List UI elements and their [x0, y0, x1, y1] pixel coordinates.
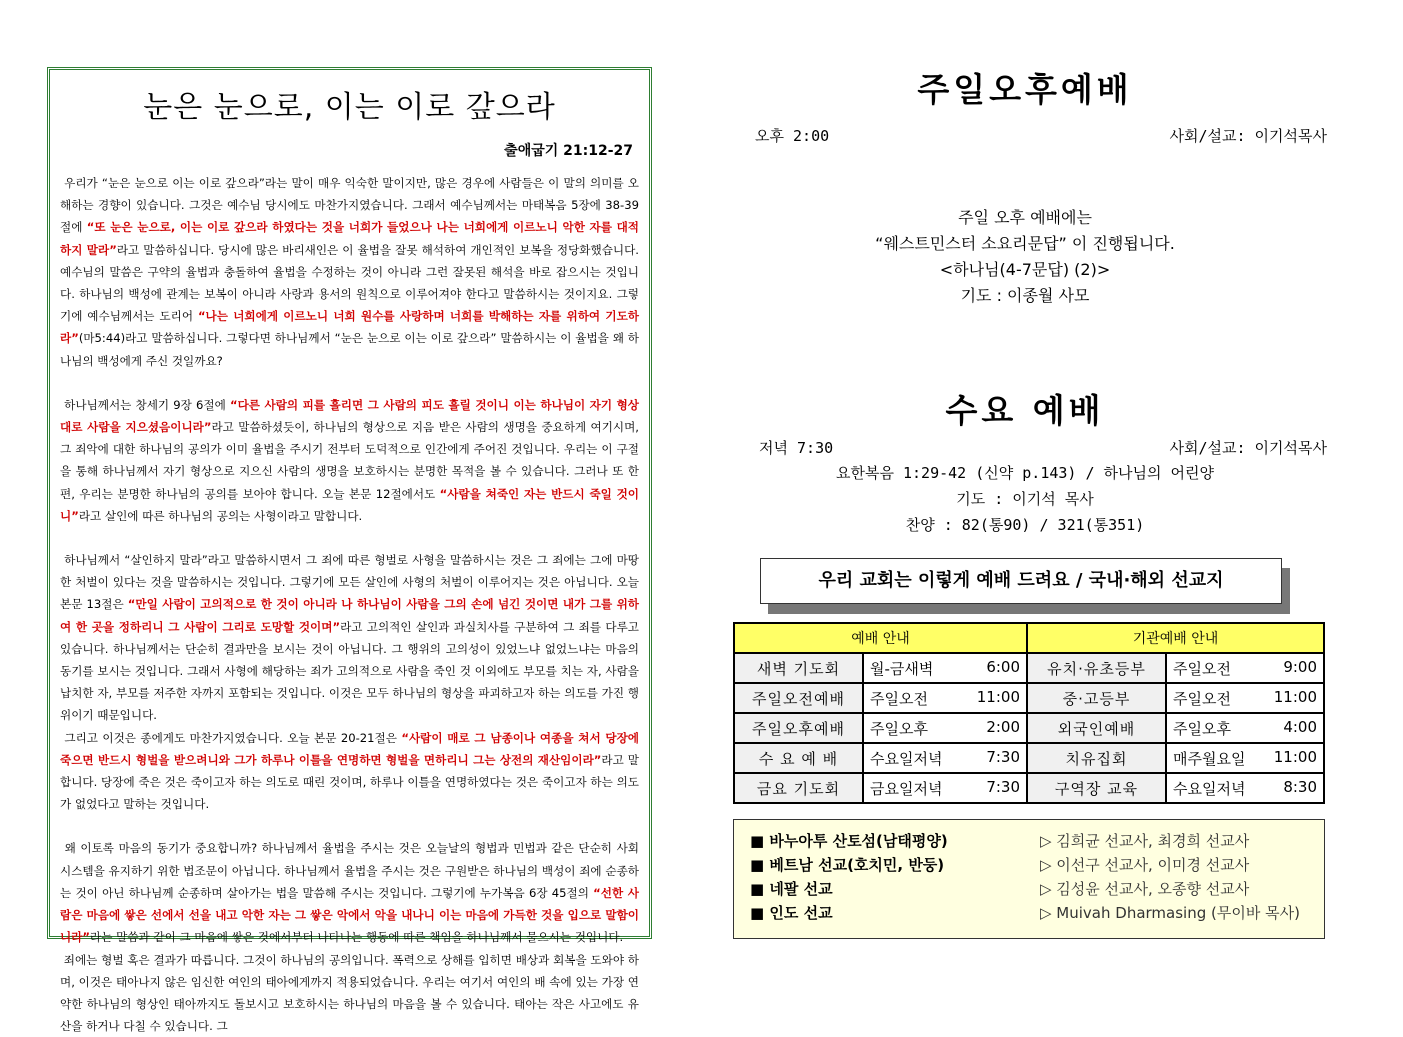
schedule-header-row [734, 623, 1324, 653]
wednesday-hymn: 찬양 : 82(통90) / 321(통351) [720, 514, 1330, 535]
wednesday-title: 수요 예배 [720, 385, 1330, 432]
org-service-name: 구역장 교육 [1027, 773, 1166, 803]
sermon-box [47, 67, 652, 939]
wednesday-scripture: 요한복음 1:29-42 (신약 p.143) / 하나님의 어린양 [720, 462, 1330, 483]
service-time [863, 653, 1027, 683]
mission-missionary: ▷ Muivah Dharmasing (무이바 목사) [1040, 902, 1300, 923]
wednesday-prayer: 기도 : 이기석 목사 [720, 488, 1330, 509]
org-service-time [1166, 773, 1324, 803]
afternoon-line-1: 주일 오후 예배에는 [720, 205, 1330, 228]
sermon-text: 라는 말씀과 같이 그 마음에 쌓은 것에서부터 나타나는 행동에 따른 책임을 하나님께서 물으시는 것입니다. [90, 930, 623, 944]
sermon-title: 눈은 눈으로, 이는 이로 갚으라 [60, 82, 639, 126]
mission-region: ■ 인도 선교 [750, 902, 833, 923]
afternoon-prayer: 기도 : 이종월 사모 [720, 283, 1330, 306]
sermon-paragraph [60, 727, 639, 816]
sermon-text: 왜 이토록 마음의 동기가 중요합니까? 하나님께서 율법을 주시는 것은 오늘날의 형법과 민법과 같은 단순히 사회 시스템을 유지하기 위한 법조문이 아닙니다. 하나님께서 율법을 주시는 것은 구원받은 하나님의 백성이 죄에 순종하는 것이 아닌 하나님께 순종하며 살아가는 법을 말씀해 주시는 것입니다. 그렇기에 누가복음 6장 45절의 [60, 841, 639, 899]
mission-region: ■ 베트남 선교(호치민, 반둥) [750, 854, 944, 875]
missions-box [733, 819, 1325, 939]
org-service-hour: 4:00 [1283, 718, 1317, 736]
schedule-banner: 우리 교회는 이렇게 예배 드려요 / 국내·해외 선교지 [760, 558, 1282, 604]
scripture-quote: “나는 너희에게 이르노니 너희 원수를 사랑하며 너희를 박해하는 자를 위하여 기도하라” [60, 309, 639, 345]
sermon-paragraph [60, 837, 639, 948]
org-service-name: 치유집회 [1027, 743, 1166, 773]
afternoon-line-3: <하나님(4-7문답) (2)> [720, 257, 1330, 280]
sermon-text: 그리고 이것은 종에게도 마찬가지였습니다. 오늘 본문 20-21절은 [64, 731, 401, 745]
sermon-paragraph [60, 172, 639, 372]
schedule-row [734, 653, 1324, 683]
org-service-name: 유치·유초등부 [1027, 653, 1166, 683]
sermon-paragraph [60, 949, 639, 1037]
sermon-paragraph [60, 549, 639, 727]
sermon-reference: 출애굽기 21:12-27 [60, 140, 633, 160]
afternoon-line-2: “웨스트민스터 소요리문답” 이 진행됩니다. [720, 231, 1330, 254]
mission-region: ■ 바누아투 산토섬(남태평양) [750, 830, 948, 851]
mission-item [742, 830, 1316, 854]
org-service-name: 외국인예배 [1027, 713, 1166, 743]
org-service-day: 주일오전 [1173, 660, 1231, 678]
scripture-quote: “만일 사람이 고의적으로 한 것이 아니라 나 하나님이 사람을 그의 손에 넘긴 것이면 내가 그를 위하여 한 곳을 정하리니 그 사람이 그리로 도망할 것이며” [60, 597, 639, 633]
org-service-time [1166, 743, 1324, 773]
service-name: 주일오전예배 [734, 683, 863, 713]
org-service-hour: 9:00 [1283, 658, 1317, 676]
sermon-text: 라고 말씀하십니다. 당시에 많은 바리새인은 이 율법을 잘못 해석하여 개인적인 보복을 정당화했습니다. 예수님의 말씀은 구약의 율법과 충돌하여 율법을 수정하는 것이 아니라 그런 잘못된 해석을 바로 잡으시는 것입니다. 하나님의 백성에 관계는 보복이 아니라 사랑과 용서의 원칙으로 이루어져야 한다고 말씀하시는 것이지요. 그렇기에 예수님께서는 도리어 [60, 243, 639, 324]
service-hour: 6:00 [986, 658, 1020, 676]
schedule-row [734, 713, 1324, 743]
service-time [863, 743, 1027, 773]
service-time [863, 683, 1027, 713]
service-name: 수 요 예 배 [734, 743, 863, 773]
service-name: 금요 기도회 [734, 773, 863, 803]
afternoon-leader: 사회/설교: 이기석목사 [1169, 125, 1327, 146]
service-time [863, 713, 1027, 743]
schedule-header-right: 기관예배 안내 [1027, 623, 1324, 653]
org-service-hour: 11:00 [1274, 748, 1317, 766]
service-name: 주일오후예배 [734, 713, 863, 743]
mission-region: ■ 네팔 선교 [750, 878, 833, 899]
sermon-body [60, 172, 639, 1037]
sermon-text: 하나님께서는 창세기 9장 6절에 [64, 398, 230, 412]
scripture-quote: “선한 사람은 마음에 쌓은 선에서 선을 내고 악한 자는 그 쌓은 악에서 악을 내나니 이는 마음에 가득한 것을 입으로 말함이니라” [60, 886, 639, 944]
sermon-text: 라고 말씀하셨듯이, 하나님의 형상으로 지음 받은 사람의 생명을 중요하게 여기시며, 그 죄악에 대한 하나님의 공의가 이미 율법을 주시기 전부터 도덕적으로 인간에게 주어진 것입니다. 우리는 이 구절을 통해 하나님께서 자기 형상으로 지으신 사람의 생명을 보호하시는 분명한 목적을 볼 수 있습니다. 그러나 또 한편, 우리는 분명한 하나님의 공의를 보아야 합니다. 오늘 본문 12절에서도 [60, 420, 639, 501]
sermon-text: 우리가 “눈은 눈으로 이는 이로 갚으라”라는 말이 매우 익숙한 말이지만, 많은 경우에 사람들은 이 말의 의미를 오해하는 경향이 있습니다. 그것은 예수님 당시에도 마찬가지였습니다. 그래서 예수님께서는 마태복음 5장에 38-39절에 [60, 176, 639, 234]
mission-item [742, 878, 1316, 902]
org-service-time [1166, 713, 1324, 743]
service-day: 금요일저녁 [870, 780, 942, 798]
org-service-hour: 11:00 [1274, 688, 1317, 706]
schedule-row [734, 683, 1324, 713]
schedule-row [734, 773, 1324, 803]
org-service-time [1166, 653, 1324, 683]
schedule-body [734, 653, 1324, 803]
sermon-text: 라고 살인에 따른 하나님의 공의는 사형이라고 말합니다. [79, 509, 362, 523]
sermon-text: (마5:44)라고 말씀하십니다. 그렇다면 하나님께서 “눈은 눈으로 이는 이로 갚으라” 말씀하시는 이 율법을 왜 하나님의 백성에게 주신 것일까요? [60, 331, 639, 367]
service-name: 새벽 기도회 [734, 653, 863, 683]
sermon-text: 라고 말합니다. 당장에 죽은 것은 죽이고자 하는 의도로 때린 것이며, 하루나 이틀을 연명하였다는 것은 죽이고자 하는 의도가 없었다고 말하는 것입니다. [60, 753, 639, 811]
mission-missionary: ▷ 김희균 선교사, 최경희 선교사 [1040, 830, 1249, 851]
service-day: 수요일저녁 [870, 750, 942, 768]
wednesday-time: 저녁 7:30 [759, 437, 833, 458]
schedule-header-left: 예배 안내 [734, 623, 1027, 653]
scripture-quote: “사람이 매로 그 남종이나 여종을 쳐서 당장에 죽으면 반드시 형벌을 받으려니와 그가 하루나 이틀을 연명하면 형벌을 면하리니 그는 상전의 재산임이라” [60, 731, 639, 767]
sermon-text: 죄에는 형벌 혹은 결과가 따릅니다. 그것이 하나님의 공의입니다. 폭력으로 상해를 입히면 배상과 회복을 도와야 하며, 이것은 태아나지 않은 임신한 여인의 태아에게까지 적용되었습니다. 우리는 여기서 여인의 배 속에 있는 가장 연약한 하나님의 형상인 태아까지도 돌보시고 보호하시는 하나님의 마음을 볼 수 있습니다. 태아는 작은 사고에도 유산을 하거나 다칠 수 있습니다. 그 [60, 953, 639, 1034]
afternoon-title: 주일오후예배 [720, 64, 1330, 111]
mission-missionary: ▷ 이선구 선교사, 이미경 선교사 [1040, 854, 1249, 875]
mission-missionary: ▷ 김성윤 선교사, 오종향 선교사 [1040, 878, 1249, 899]
sermon-text: 하나님께서 “살인하지 말라”라고 말씀하시면서 그 죄에 따른 형벌로 사형을 말씀하시는 것은 그 죄에는 그에 마땅한 처벌이 있다는 것을 말씀하시는 것입니다. 그렇기에 모든 살인에 사형의 처벌이 이루어지는 것은 아닙니다. 오늘 본문 13절은 [60, 553, 639, 611]
org-service-day: 수요일저녁 [1173, 780, 1245, 798]
sermon-text: 라고 고의적인 살인과 과실치사를 구분하여 그 죄를 다루고 있습니다. 하나님께서는 단순히 결과만을 보시는 것이 아닙니다. 그 행위의 고의성이 있었느냐 없었느냐는 마음의 동기를 보시는 것입니다. 그래서 사형에 해당하는 죄가 고의적으로 사람을 죽인 것 이외에도 부모를 치는 자, 사람을 납치한 자, 부모를 저주한 자까지 포함되는 것입니다. 이것은 모두 하나님의 형상을 파괴하고자 하는 의도를 가진 행위이기 때문입니다. [60, 620, 639, 723]
service-hour: 11:00 [977, 688, 1020, 706]
service-hour: 7:30 [986, 748, 1020, 766]
mission-item [742, 902, 1316, 926]
service-day: 월-금새벽 [870, 660, 933, 678]
sermon-paragraph [60, 394, 639, 527]
org-service-time [1166, 683, 1324, 713]
service-hour: 2:00 [986, 718, 1020, 736]
scripture-quote: “다른 사람의 피를 흘리면 그 사람의 피도 흘릴 것이니 이는 하나님이 자기 형상대로 사람을 지으셨음이니라” [60, 398, 639, 434]
service-day: 주일오전 [870, 690, 928, 708]
scripture-quote: “또 눈은 눈으로, 이는 이로 갚으라 하였다는 것을 너희가 들었으나 나는 너희에게 이르노니 악한 자를 대적하지 말라” [60, 220, 639, 256]
org-service-name: 중·고등부 [1027, 683, 1166, 713]
scripture-quote: “사람을 쳐죽인 자는 반드시 죽일 것이니” [60, 487, 639, 523]
mission-item [742, 854, 1316, 878]
service-time [863, 773, 1027, 803]
org-service-hour: 8:30 [1283, 778, 1317, 796]
schedule-row [734, 743, 1324, 773]
org-service-day: 매주월요일 [1173, 750, 1245, 768]
wednesday-leader: 사회/설교: 이기석목사 [1169, 437, 1327, 458]
org-service-day: 주일오후 [1173, 720, 1231, 738]
org-service-day: 주일오전 [1173, 690, 1231, 708]
service-hour: 7:30 [986, 778, 1020, 796]
afternoon-time: 오후 2:00 [755, 125, 829, 146]
schedule-table [733, 622, 1325, 804]
service-day: 주일오후 [870, 720, 928, 738]
